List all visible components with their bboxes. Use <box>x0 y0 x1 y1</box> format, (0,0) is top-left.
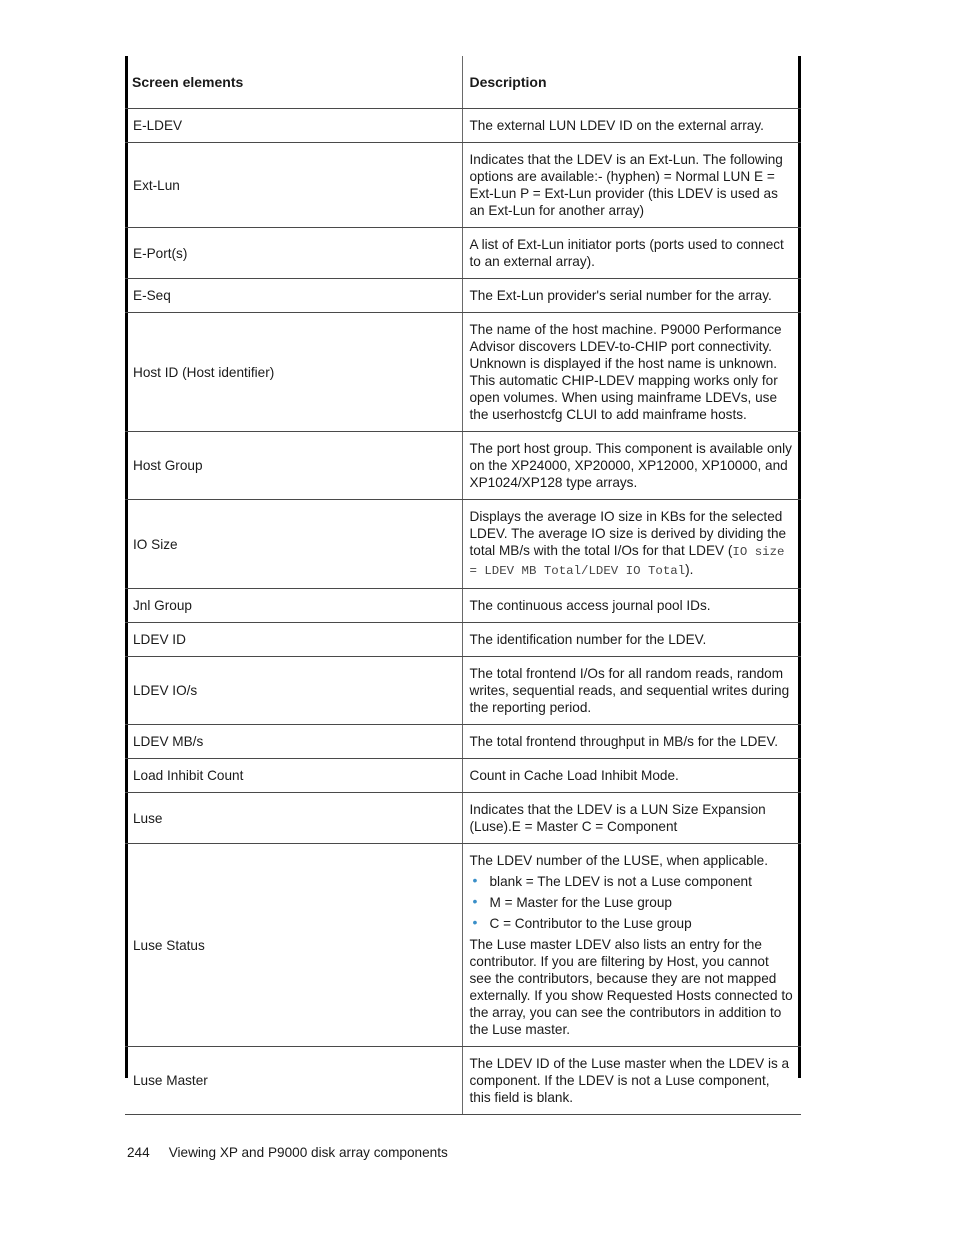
row-description: Count in Cache Load Inhibit Mode. <box>462 759 801 793</box>
row-element: E-LDEV <box>125 109 462 143</box>
table-row <box>125 793 801 844</box>
row-description: The LDEV ID of the Luse master when the LDEV is a component. If the LDEV is not a Luse component, this field is blank. <box>462 1047 801 1115</box>
row-description: The external LUN LDEV ID on the external array. <box>462 109 801 143</box>
row-element: Jnl Group <box>125 589 462 623</box>
row-element: LDEV IO/s <box>125 657 462 725</box>
row-description: The port host group. This component is available only on the XP24000, XP20000, XP12000, XP10000, and XP1024/XP128 type arrays. <box>462 432 801 500</box>
table-row <box>125 279 801 313</box>
row-description <box>462 844 801 1047</box>
row-description: A list of Ext-Lun initiator ports (ports used to connect to an external array). <box>462 228 801 279</box>
row-description: Indicates that the LDEV is an Ext-Lun. The following options are available:- (hyphen) = Normal LUN E = Ext-Lun P = Ext-Lun provider (this LDEV is used as an Ext-Lun for another array) <box>462 143 801 228</box>
bullet-text: M = Master for the Luse group <box>489 895 672 910</box>
bullet-icon: • <box>472 872 478 888</box>
luse-status-outro: The Luse master LDEV also lists an entry for the contributor. If you are filtering by Host, you cannot see the contributors, because they are not mapped externally. If you show Requested Hosts connected to the array, you can see the contributors in addition to the Luse master. <box>469 937 793 1037</box>
page-number: 244 <box>127 1145 150 1160</box>
luse-status-intro: The LDEV number of the LUSE, when applicable. <box>469 853 768 868</box>
row-description: The continuous access journal pool IDs. <box>462 589 801 623</box>
table-row <box>125 623 801 657</box>
table-row <box>125 759 801 793</box>
table-row <box>125 109 801 143</box>
row-description: The identification number for the LDEV. <box>462 623 801 657</box>
bullet-icon: • <box>472 893 478 909</box>
row-element: Host Group <box>125 432 462 500</box>
row-element: IO Size <box>125 500 462 589</box>
row-description <box>462 500 801 589</box>
bullet-icon: • <box>472 914 478 930</box>
io-size-text-post: ). <box>685 562 694 577</box>
list-item <box>470 915 795 932</box>
row-description: The name of the host machine. P9000 Performance Advisor discovers LDEV-to-CHIP port connectivity. Unknown is displayed if the host name is unknown. This automatic CHIP-LDEV mapping works only for open volumes. When using mainframe LDEVs, use the userhostcfg CLUI to add mainframe hosts. <box>462 313 801 432</box>
footer-title: Viewing XP and P9000 disk array components <box>168 1145 448 1160</box>
row-element: Luse Master <box>125 1047 462 1115</box>
bullet-text: blank = The LDEV is not a Luse component <box>489 874 752 889</box>
table-row <box>125 500 801 589</box>
table-row <box>125 1047 801 1115</box>
row-description: The Ext-Lun provider's serial number for the array. <box>462 279 801 313</box>
io-size-text-pre: Displays the average IO size in KBs for the selected LDEV. The average IO size is derived by dividing the total MB/s with the total I/Os for that LDEV ( <box>469 509 787 558</box>
io-size-formula-code: IO size = LDEV MB Total/LDEV IO Total <box>469 545 785 578</box>
row-element: Ext-Lun <box>125 143 462 228</box>
header-screen-elements: Screen elements <box>125 56 462 109</box>
list-item <box>470 873 795 890</box>
table-header-row <box>125 56 801 109</box>
table-row <box>125 657 801 725</box>
table-row <box>125 143 801 228</box>
table-row <box>125 589 801 623</box>
list-item <box>470 894 795 911</box>
row-element: E-Port(s) <box>125 228 462 279</box>
header-description: Description <box>462 56 801 109</box>
screen-elements-table <box>125 56 801 1115</box>
row-description: The total frontend throughput in MB/s for the LDEV. <box>462 725 801 759</box>
table-row <box>125 725 801 759</box>
row-element: Host ID (Host identifier) <box>125 313 462 432</box>
table-row <box>125 313 801 432</box>
row-element: LDEV MB/s <box>125 725 462 759</box>
row-element: E-Seq <box>125 279 462 313</box>
page-footer <box>127 1145 448 1160</box>
bullet-text: C = Contributor to the Luse group <box>489 916 692 931</box>
row-element: LDEV ID <box>125 623 462 657</box>
table-row <box>125 228 801 279</box>
table-row <box>125 432 801 500</box>
row-description: Indicates that the LDEV is a LUN Size Expansion (Luse).E = Master C = Component <box>462 793 801 844</box>
row-element: Luse <box>125 793 462 844</box>
row-description: The total frontend I/Os for all random reads, random writes, sequential reads, and sequential writes during the reporting period. <box>462 657 801 725</box>
row-element: Load Inhibit Count <box>125 759 462 793</box>
row-element: Luse Status <box>125 844 462 1047</box>
luse-status-bullet-list <box>470 873 795 932</box>
table-row <box>125 844 801 1047</box>
